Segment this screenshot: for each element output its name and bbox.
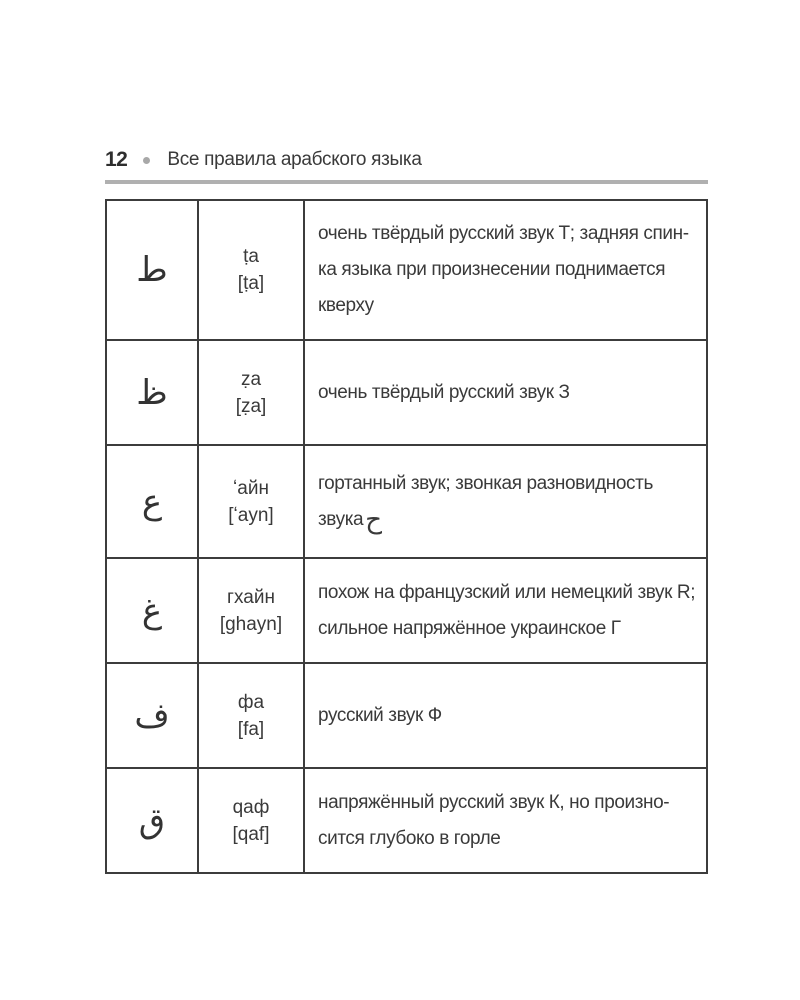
description-line: сится глубоко в горле [318,827,501,849]
bullet-separator [143,157,150,164]
letter-name-cell [198,200,304,340]
letter-transliteration: [ẓa] [235,395,267,417]
letter-name: ʻайн [233,477,269,499]
arabic-letter: ظ [106,340,198,445]
description-cell [304,768,707,873]
arabic-letter: ق [106,768,198,873]
letter-name: ṭa [243,246,259,267]
table-row [106,768,707,873]
description-line: очень твёрдый русский звук Т; задняя спин- [318,223,689,244]
description-line [318,502,692,538]
description-line: гортанный звук; звонкая разновидность [318,472,653,494]
description-text: звука [318,508,364,530]
letter-transliteration: [ṭa] [237,273,265,294]
letter-name: ẓa [240,368,262,390]
letter-name-cell [198,445,304,558]
table-row [106,445,707,558]
header-rule [105,180,708,184]
table-row [106,663,707,768]
table-row [106,200,707,340]
description-cell [304,200,707,340]
letters-table [105,199,708,874]
description-line: кверху [318,295,374,316]
letter-transliteration: [ghayn] [219,613,283,635]
arabic-letter: ع [106,445,198,558]
letter-name: гхайн [227,586,275,608]
description-line: напряжённый русский звук К, но произно- [318,791,670,813]
description-cell [304,663,707,768]
description-line: похож на французский или немецкий звук R; [318,581,696,603]
letter-name-cell [198,768,304,873]
letter-name-cell [198,558,304,663]
letter-name-cell [198,340,304,445]
letter-name-cell [198,663,304,768]
table-row [106,558,707,663]
arabic-letter: ط [106,200,198,340]
letter-transliteration: [fa] [237,718,265,740]
letter-transliteration: [qaf] [232,823,270,845]
description-line: сильное напряжённое украинское Г [318,617,621,639]
letter-transliteration: [ʻayn] [228,504,274,526]
inline-arabic-letter: ح [365,504,382,535]
table-row [106,340,707,445]
description-cell [304,340,707,445]
letter-name: фа [237,691,265,713]
page-number: 12 [105,148,128,171]
arabic-letter: غ [106,558,198,663]
description-line: русский звук Ф [318,704,442,726]
description-cell [304,558,707,663]
description-cell [304,445,707,558]
letter-name: qаф [232,796,270,818]
running-header [105,143,708,177]
book-title: Все правила арабского языка [167,149,422,170]
description-line: очень твёрдый русский звук З [318,381,570,403]
description-line: ка языка при произнесении поднимается [318,259,666,280]
arabic-letter: ف [106,663,198,768]
